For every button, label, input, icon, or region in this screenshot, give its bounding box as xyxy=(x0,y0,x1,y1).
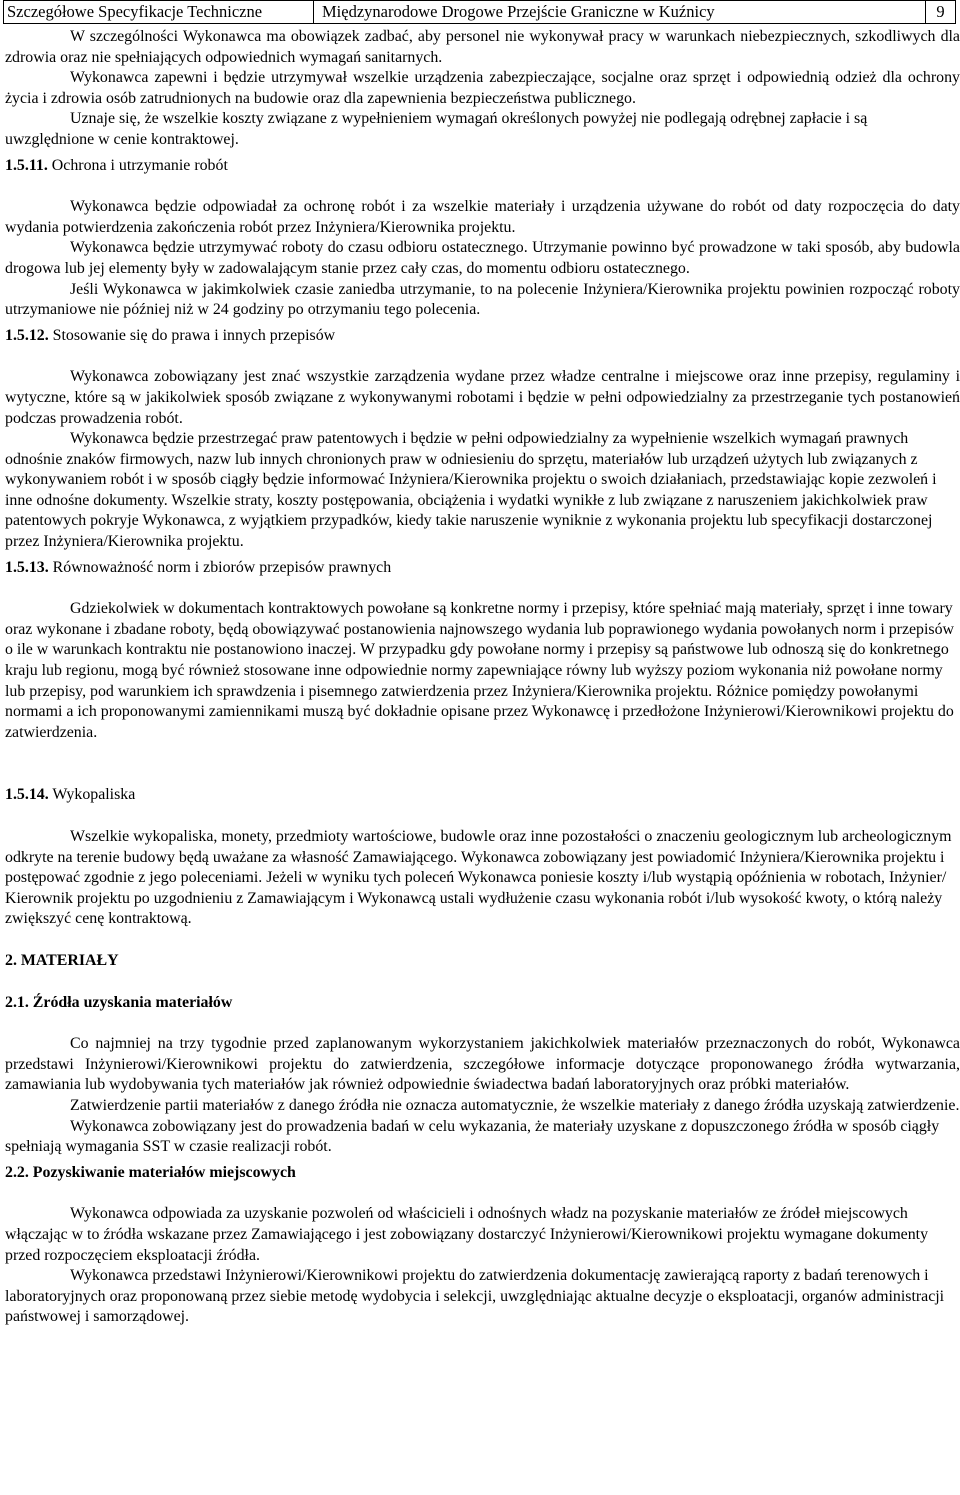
section-number: 1.5.12. xyxy=(5,326,49,344)
paragraph: Wykonawca odpowiada za uzyskanie pozwoleń od właścicieli i odnośnych władz na pozyskanie materiałów ze źródeł miejscowych włączając w to źródła wskazane przez Zamawiającego i jest zobowiązany dostarczyć Inżynierowi/Kierownikowi projektu wymagane dokumenty przed rozpoczęciem eksploatacji źródła. xyxy=(5,1205,929,1264)
paragraph: Uznaje się, że wszelkie koszty związane z wypełnieniem wymagań określonych powyżej nie podlegają odrębnej zapłacie i są uwzględnione w cenie kontraktowej. xyxy=(5,110,868,148)
paragraph: Zatwierdzenie partii materiałów z danego źródła nie oznacza automatycznie, że wszelkie materiały z danego źródła uzyskają zatwierdzenie. xyxy=(70,1096,960,1114)
header-page-number: 9 xyxy=(936,2,945,21)
paragraph: Wykonawca będzie utrzymywać roboty do czasu odbioru ostatecznego. Utrzymanie powinno być prowadzone w taki sposób, aby budowla drogowa lub jej elementy były w zadowalającym stanie przez cały czas, do momentu odbioru ostatecznego. xyxy=(5,239,960,277)
page-header xyxy=(3,0,956,24)
section-title: Równoważność norm i zbiorów przepisów prawnych xyxy=(48,558,392,576)
section-heading-1-5-11 xyxy=(5,156,960,177)
section-heading-1-5-12 xyxy=(5,326,960,347)
paragraph: Wykonawca przedstawi Inżynierowi/Kierownikowi projektu do zatwierdzenia dokumentację zawierającą raporty z badań terenowych i laboratoryjnych oraz proponowaną przez siebie metodę wydobycia i selekcji, uwzględniając aktualne decyzje o eksploatacji, organów administracji państwowej i samorządowej. xyxy=(5,1267,945,1326)
section-heading-1-5-14 xyxy=(5,785,960,806)
header-doc-title: Szczegółowe Specyfikacje Techniczne xyxy=(4,1,314,23)
paragraph: Wykonawca będzie przestrzegać praw patentowych i będzie w pełni odpowiedzialny za wypełnienie wszelkich wymagań prawnych odnośnie znaków firmowych, nazw lub innych chronionych praw w odniesieniu do sprzętu, materiałów lub urządzeń użytych lub związanych z wykonywaniem robót i w sposób ciągły będzie informować Inżyniera/Kierownika projektu o swoich działaniach, przedstawiając kopie zezwoleń i inne odnośne dokumenty. Wszelkie straty, koszty postępowania, obciążenia i wydatki wynikłe z lub związane z naruszeniem jakichkolwiek praw patentowych pokryje Wykonawca, z wyjątkiem przypadków, kiedy takie naruszenie wyniknie z wykonania projektu lub specyfikacji dostarczonej przez Inżyniera/Kierownika projektu. xyxy=(5,430,937,551)
paragraph: Gdziekolwiek w dokumentach kontraktowych powołane są konkretne normy i przepisy, które spełniać mają materiały, sprzęt i inne towary oraz wykonane i zbadane roboty, będą obowiązywać postanowienia najnowszego wydania lub poprawionego wydania powołanych norm i przepisów o ile w warunkach kontraktu nie postanowiono inaczej. W przypadku gdy powołane normy i przepisy są państwowe lub odnoszą się do konkretnego kraju lub regionu, mogą być również stosowane inne odpowiednie normy zapewniające równy lub wyższy poziom wykonania niż powołane normy lub przepisy, pod warunkiem ich sprawdzenia i pisemnego zatwierdzenia przez Inżyniera/Kierownika projektu. Różnice pomiędzy powołanymi normami a ich proponowanymi zamiennikami muszą być dokładnie opisane przez Wykonawcę i przedłożone Inżynierowi/Kierownikowi projektu do zatwierdzenia. xyxy=(5,600,955,741)
section-number: 1.5.14. xyxy=(5,786,49,804)
section-heading-2-2: 2.2. Pozyskiwanie materiałów miejscowych xyxy=(5,1163,296,1181)
header-project-title: Międzynarodowe Drogowe Przejście Graniczne w Kuźnicy xyxy=(314,1,926,23)
paragraph: Wszelkie wykopaliska, monety, przedmioty wartościowe, budowle oraz inne pozostałości o znaczeniu geologicznym lub archeologicznym odkryte na terenie budowy będą uważane za własność Zamawiającego. Wykonawca zobowiązany jest powiadomić Inżyniera/Kierownika projektu i postępować zgodnie z jego poleceniami. Jeżeli w wyniku tych poleceń Wykonawca poniesie koszty i/lub wystąpią opóźnienia w robotach, Inżynier/ Kierownik projektu po uzgodnieniu z Zamawiającym i Wykonawcą ustali wydłużenie czasu wykonania robót i/lub wysokość kwoty, o którą należy zwiększyć cenę kontraktową. xyxy=(5,828,952,928)
paragraph: Co najmniej na trzy tygodnie przed zaplanowanym wykorzystaniem jakichkolwiek materiałów przeznaczonych do robót, Wykonawca przedstawi Inżynierowi/Kierownikowi projektu do zatwierdzenia, szczegółowe informacje dotyczące proponowanego źródła wytwarzania, zamawiania lub wydobywania tych materiałów jak również odpowiednie świadectwa badań laboratoryjnych oraz próbki materiałów. xyxy=(5,1035,960,1094)
paragraph: Wykonawca zobowiązany jest do prowadzenia badań w celu wykazania, że materiały uzyskane z dopuszczonego źródła w sposób ciągły spełniają wymagania SST w czasie realizacji robót. xyxy=(5,1117,940,1156)
paragraph: W szczególności Wykonawca ma obowiązek zadbać, aby personel nie wykonywał pracy w warunkach niebezpiecznych, szkodliwych dla zdrowia oraz nie spełniających odpowiednich wymagań sanitarnych. xyxy=(5,28,960,66)
section-number: 1.5.11. xyxy=(5,156,48,174)
paragraph: Wykonawca zapewni i będzie utrzymywał wszelkie urządzenia zabezpieczające, socjalne oraz sprzęt i odpowiednią odzież dla ochrony życia i zdrowia osób zatrudnionych na budowie oraz dla zapewnienia bezpieczeństwa publicznego. xyxy=(5,69,960,107)
section-title: Wykopaliska xyxy=(48,786,136,804)
section-title: Stosowanie się do prawa i innych przepisów xyxy=(48,326,336,344)
section-number: 1.5.13. xyxy=(5,558,49,576)
paragraph: Wykonawca zobowiązany jest znać wszystkie zarządzenia wydane przez władze centralne i miejscowe oraz inne przepisy, regulaminy i wytyczne, które są w jakikolwiek sposób związane z wykonywanymi robotami i będzie w pełni odpowiedzialny za przestrzeganie tych postanowień podczas prowadzenia robót. xyxy=(5,368,960,427)
section-heading-2-1: 2.1. Źródła uzyskania materiałów xyxy=(5,993,233,1011)
document-body xyxy=(5,27,960,1328)
section-heading-1-5-13 xyxy=(5,558,960,579)
section-title: Ochrona i utrzymanie robót xyxy=(47,156,228,174)
paragraph: Wykonawca będzie odpowiadał za ochronę robót i za wszelkie materiały i urządzenia używane do robót od daty rozpoczęcia do daty wydania potwierdzenia zakończenia robót przez Inżyniera/Kierownika projektu. xyxy=(5,198,960,236)
chapter-heading-materialy: 2. MATERIAŁY xyxy=(5,951,119,969)
paragraph: Jeśli Wykonawca w jakimkolwiek czasie zaniedba utrzymanie, to na polecenie Inżyniera/Kierownika projektu powinien rozpocząć roboty utrzymaniowe nie później niż w 24 godziny po otrzymaniu tego polecenia. xyxy=(5,280,960,319)
